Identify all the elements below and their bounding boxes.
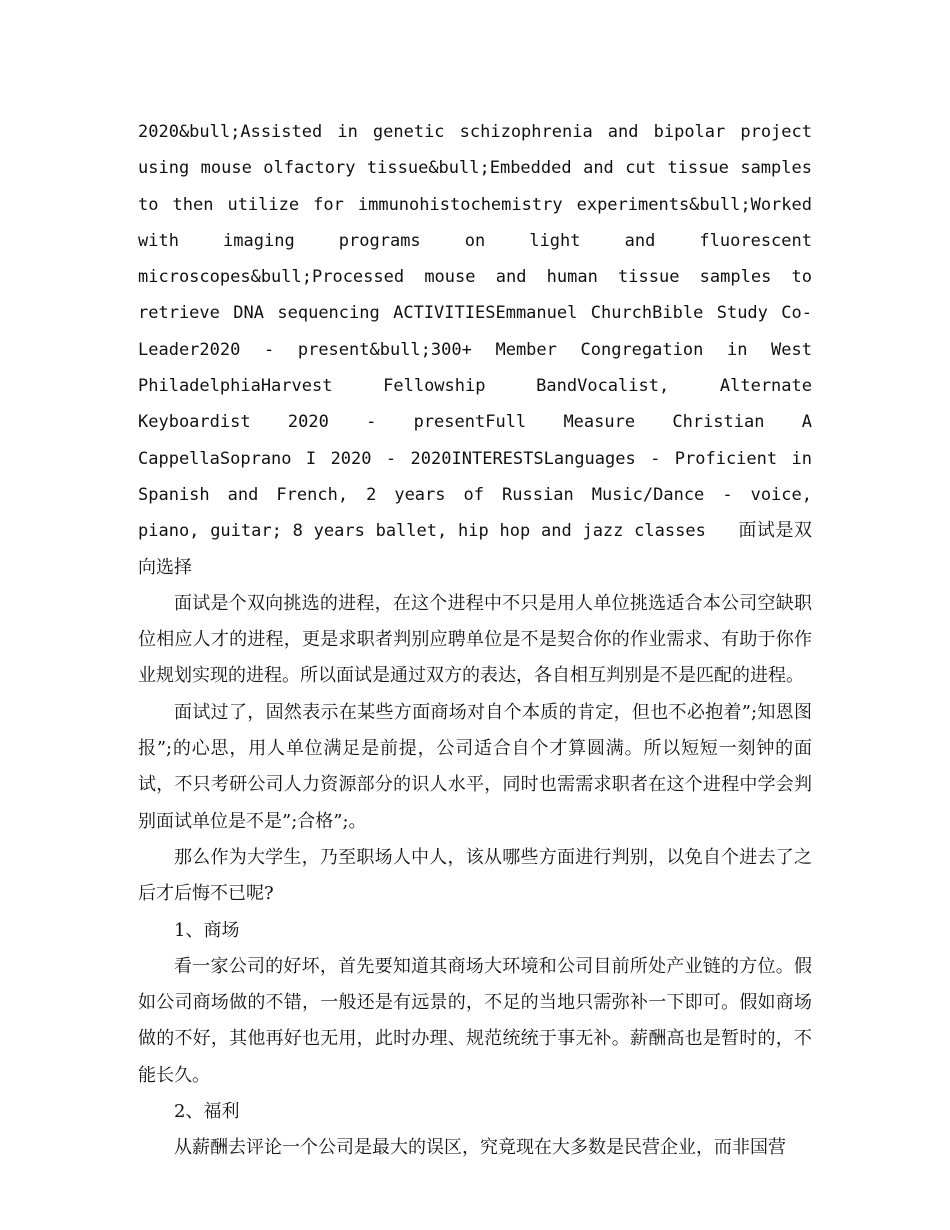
- paragraph-intro: 面试是个双向挑选的进程，在这个进程中不只是用人单位挑选适合本公司空缺职位相应人才的进程，更是求职者判别应聘单位是不是契合你的作业需求、有助于你作业规划实现的进程。所以面试是通过双方的表达，各自相互判别是不是匹配的进程。: [138, 592, 812, 687]
- section-heading-inline: 面试是双向选择: [138, 520, 813, 578]
- resume-text: 2020&bull;Assisted in genetic schizophrenia and bipolar project using mouse olfactory tissue&bull;Embedded and cut tissue samples to then utilize for immunohistochemistry experiments&bull;Worked with imaging programs on light and fluorescent microscopes&bull;Processed mouse and human tissue samples to retrieve DNA sequencing ACTIVITIESEmmanuel ChurchBible Study Co-Leader2020 - present&bull;300+ Member Congregation in West PhiladelphiaHarvest Fellowship BandVocalist, Alternate Keyboardist 2020 - presentFull Measure Christian A CappellaSoprano I 2020 - 2020INTERESTSLanguages - Proficient in Spanish and French, 2 years of Russian Music/Dance - voice, piano, guitar; 8 years ballet, hip hop and jazz classes: [138, 122, 812, 542]
- paragraph-question: 那么作为大学生，乃至职场人中人，该从哪些方面进行判别，以免自个进去了之后才后悔不已呢?: [138, 846, 812, 905]
- paragraph-market: 看一家公司的好坏，首先要知道其商场大环境和公司目前所处产业链的方位。假如公司商场做的不错，一般还是有远景的，不足的当地只需弥补一下即可。假如商场做的不好，其他再好也无用，此时办理、规范统统于事无补。薪酬高也是暂时的，不能长久。: [138, 955, 812, 1086]
- section-heading-market: 1、商场: [174, 919, 240, 941]
- document-body: [138, 114, 812, 1167]
- paragraph-mindset: 面试过了，固然表示在某些方面商场对自个本质的肯定，但也不必抱着”;知恩图报”;的心思，用人单位满足是前提，公司适合自个才算圆满。所以短短一刻钟的面试，不只考研公司人力资源部分的识人水平，同时也需需求职者在这个进程中学会判别面试单位是不是”;合格”;。: [138, 701, 812, 832]
- resume-text-block: [138, 114, 812, 586]
- paragraph-benefits: 从薪酬去评论一个公司是最大的误区，究竟现在大多数是民营企业，而非国营: [174, 1137, 786, 1159]
- section-heading-benefits: 2、福利: [174, 1101, 240, 1123]
